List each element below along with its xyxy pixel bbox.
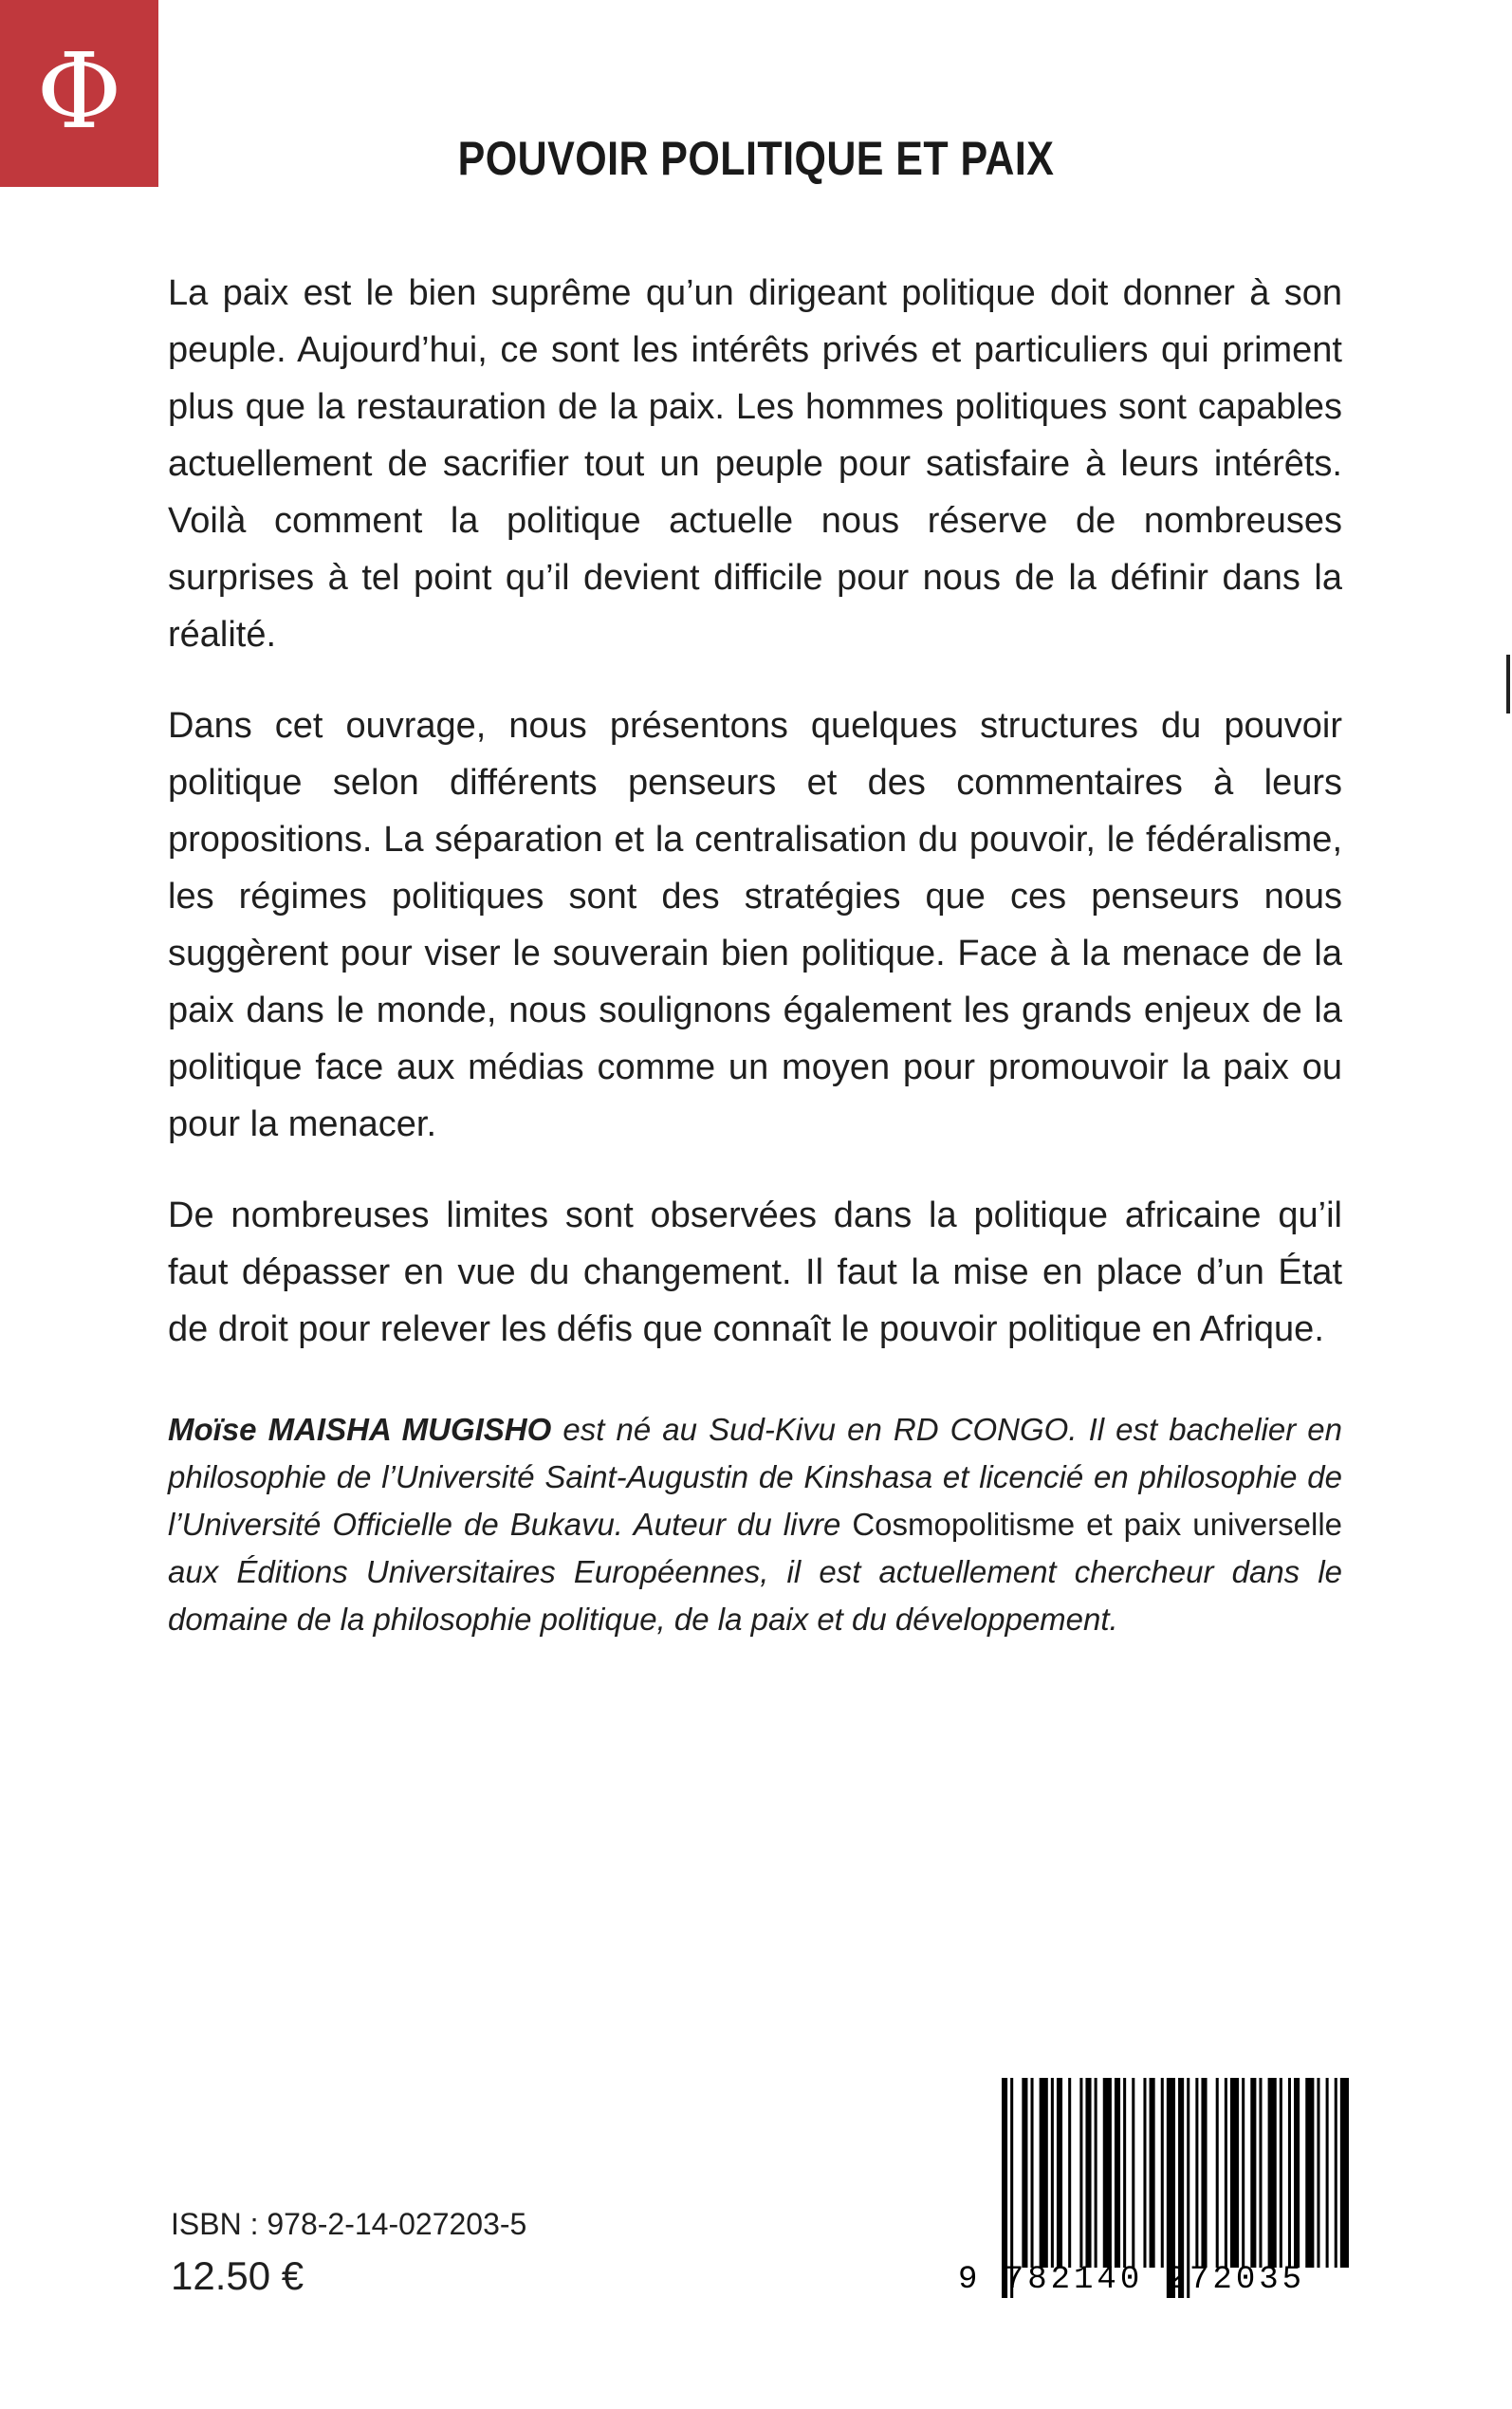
- barcode-bar: [1143, 2078, 1146, 2268]
- barcode-bar: [1123, 2078, 1126, 2268]
- barcode-bar: [1022, 2078, 1027, 2268]
- barcode-bar: [1230, 2078, 1239, 2268]
- blurb-paragraph-3: De nombreuses limites sont observées dans la politique africaine qu’il faut dépasser en vue du changement. Il faut la mise en place d’un État de droit pour relever les défis que connaît le pouvoir politique en Afrique.: [168, 1195, 1342, 1349]
- book-title: POUVOIR POLITIQUE ET PAIX: [457, 132, 1055, 185]
- barcode-bar: [1317, 2078, 1319, 2268]
- barcode-bar: [1115, 2078, 1120, 2268]
- bio-book-title: Cosmopolitisme et paix universelle: [852, 1507, 1343, 1542]
- barcode-bar: [1268, 2078, 1277, 2268]
- author-bio: [168, 1406, 1342, 1643]
- barcode-bar: [1225, 2078, 1227, 2268]
- barcode-bar: [1103, 2078, 1112, 2268]
- barcode-bar: [1040, 2078, 1048, 2268]
- blurb-paragraph-1: La paix est le bien suprême qu’un dirigeant politique doit donner à son peuple. Aujourd’hui, ce sont les intérêts privés et particuliers qui priment plus que la restauration de la paix. Les hommes politiques sont capables actuellement de sacrifier tout un peuple pour satisfaire à leurs intérêts. Voilà comment la politique actuelle nous réserve de nombreuses surprises à tel point qu’il devient difficile pour nous de la définir dans la réalité.: [168, 273, 1342, 655]
- barcode-bar: [1326, 2078, 1329, 2268]
- spine-mark: [1506, 655, 1510, 713]
- author-name: Moïse MAISHA MUGISHO: [168, 1412, 552, 1447]
- barcode-bar: [1201, 2078, 1207, 2268]
- barcode-bar: [1161, 2078, 1164, 2268]
- barcode-bar: [1335, 2078, 1337, 2268]
- barcode-bar: [1216, 2078, 1219, 2268]
- barcode-bar: [1242, 2078, 1245, 2268]
- barcode-bar: [1085, 2078, 1091, 2268]
- bio-text-part-1: est né au Sud-Kivu en RD CONGO. Il est bachelier en philosophie de l’Université Saint-Augustin de Kinshasa et licencié en philosophie de l’Université Officielle de Bukavu. Auteur du livre: [168, 1412, 1342, 1542]
- barcode-bar: [1259, 2078, 1262, 2268]
- blurb: [168, 265, 1342, 1392]
- barcode: [958, 2078, 1356, 2301]
- bio-text-part-2: aux Éditions Universitaires Européennes, il est actuellement chercheur dans le domaine de la philosophie politique, de la paix et du développement.: [168, 1554, 1342, 1637]
- barcode-digits: 9 782140 272035: [958, 2262, 1306, 2298]
- price-label: 12.50 €: [171, 2253, 304, 2298]
- barcode-bar: [1079, 2078, 1082, 2268]
- barcode-bar: [1150, 2078, 1155, 2268]
- barcode-bar: [1132, 2078, 1134, 2268]
- isbn-label: ISBN : 978-2-14-027203-5: [171, 2207, 527, 2241]
- blurb-paragraph-2: Dans cet ouvrage, nous présentons quelques structures du pouvoir politique selon différents penseurs et des commentaires à leurs propositions. La séparation et la centralisation du pouvoir, le fédéralisme, les régimes politiques sont des stratégies que ces penseurs nous suggèrent pour viser le souverain bien politique. Face à la menace de la paix dans le monde, nous soulignons également les grands enjeux de la politique face aux médias comme un moyen pour promouvoir la paix ou pour la menacer.: [168, 706, 1342, 1144]
- barcode-bar: [1068, 2078, 1071, 2268]
- barcode-bar: [1294, 2078, 1300, 2268]
- barcode-bar: [1031, 2078, 1034, 2268]
- barcode-bar: [1280, 2078, 1282, 2268]
- barcode-bar: [1095, 2078, 1097, 2268]
- barcode-bar: [1051, 2078, 1054, 2268]
- barcode-bar: [1195, 2078, 1198, 2268]
- barcode-bar: [1057, 2078, 1062, 2268]
- barcode-bar: [1250, 2078, 1256, 2268]
- barcode-bar: [1340, 2078, 1349, 2268]
- barcode-bar: [1305, 2078, 1314, 2268]
- phi-logo-icon: Φ: [36, 29, 122, 152]
- barcode-bar: [1288, 2078, 1291, 2268]
